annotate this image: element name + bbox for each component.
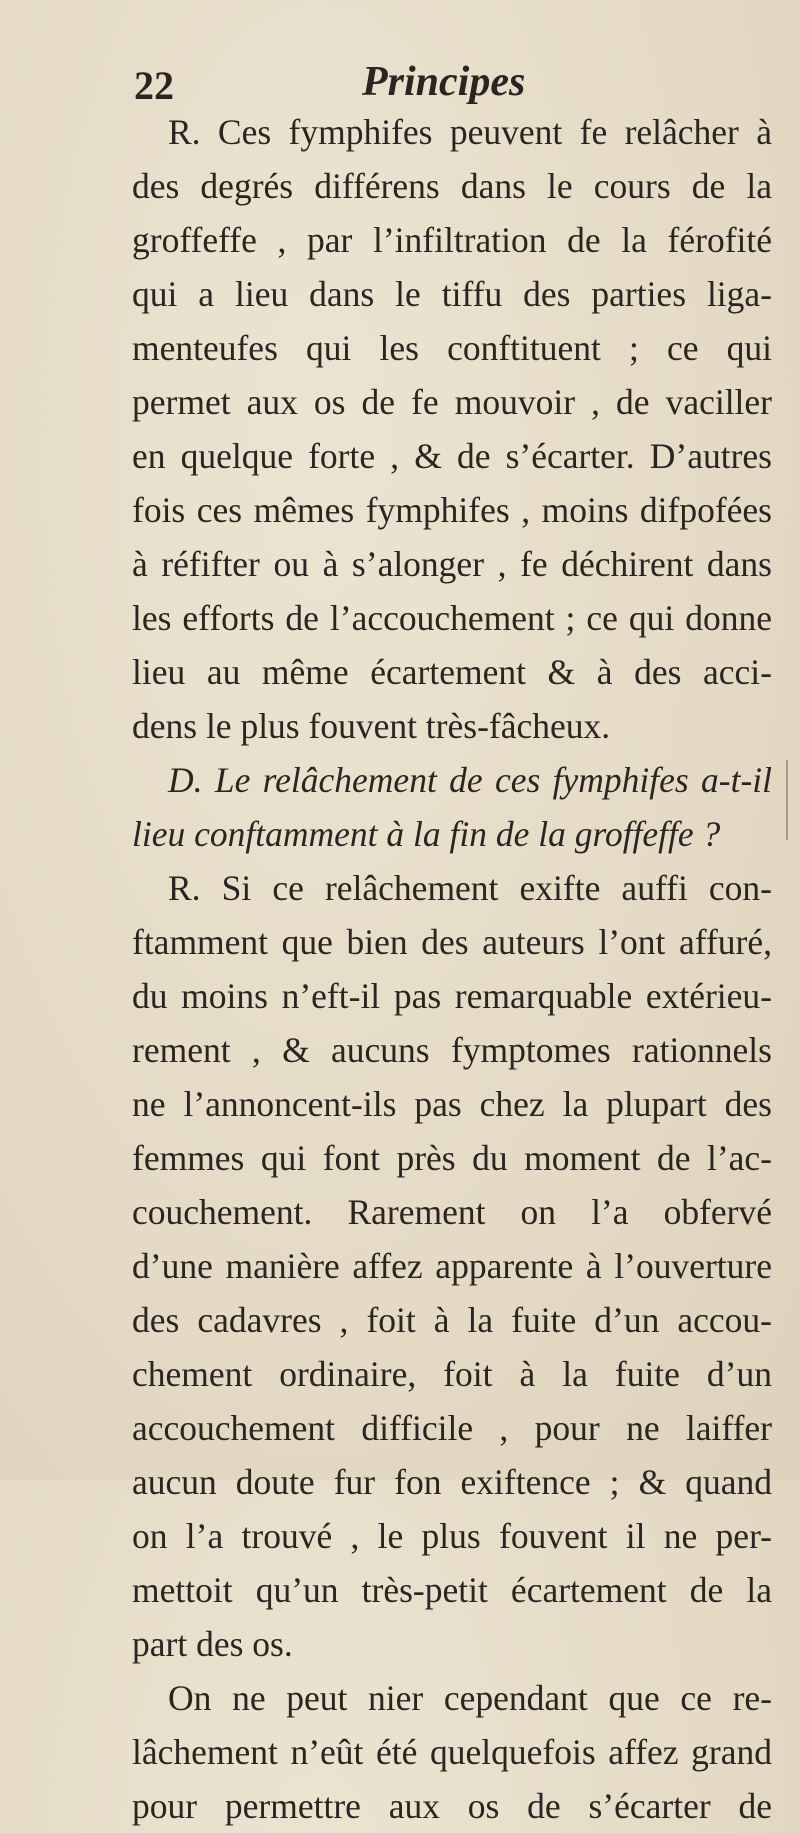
text-line: On ne peut nier cependant que ce re- xyxy=(168,1678,772,1718)
text-line: couchement. Rarement on l’a obfervé xyxy=(132,1192,772,1232)
text-line: mettoit qu’un très-petit écartement de la xyxy=(132,1570,772,1610)
text-line: à réfifter ou à s’alonger , fe déchirent dans xyxy=(132,544,772,584)
text-line: chement ordinaire, foit à la fuite d’un xyxy=(132,1354,772,1394)
text-line: les efforts de l’accouchement ; ce qui donne xyxy=(132,598,772,638)
page-edge-mark xyxy=(786,760,788,840)
text-line: permet aux os de fe mouvoir , de vaciller xyxy=(132,382,772,422)
text-line: on l’a trouvé , le plus fouvent il ne per- xyxy=(132,1516,772,1556)
text-line: part des os. xyxy=(132,1624,293,1664)
text-line: aucun doute fur fon exiftence ; & quand xyxy=(132,1462,772,1502)
body-text xyxy=(132,105,772,1833)
page-number: 22 xyxy=(134,63,174,108)
text-line: fois ces mêmes fymphifes , moins difpofées xyxy=(132,490,772,530)
page-header xyxy=(134,58,774,108)
text-line: lâchement n’eût été quelquefois affez grand xyxy=(132,1732,772,1772)
question-line: lieu conftamment à la fin de la groffeffe ? xyxy=(132,814,721,854)
text-line: du moins n’eft-il pas remarquable extérieu- xyxy=(132,976,772,1016)
text-line: d’une manière affez apparente à l’ouverture xyxy=(132,1246,772,1286)
text-line: accouchement difficile , pour ne laiffer xyxy=(132,1408,772,1448)
running-title: Principes xyxy=(362,59,526,105)
text-line: des degrés différens dans le cours de la xyxy=(132,166,772,206)
text-line: en quelque forte , & de s’écarter. D’autres xyxy=(132,436,772,476)
text-line: rement , & aucuns fymptomes rationnels xyxy=(132,1030,772,1070)
text-line: ftamment que bien des auteurs l’ont affuré, xyxy=(132,922,772,962)
text-line: menteufes qui les conftituent ; ce qui xyxy=(132,328,772,368)
text-line: lieu au même écartement & à des acci- xyxy=(132,652,772,692)
text-line: pour permettre aux os de s’écarter de xyxy=(132,1786,772,1826)
question-line: D. Le relâchement de ces fymphifes a-t-il xyxy=(168,760,772,800)
text-line: des cadavres , foit à la fuite d’un accou- xyxy=(132,1300,772,1340)
text-line: qui a lieu dans le tiffu des parties liga- xyxy=(132,274,772,314)
text-line: femmes qui font près du moment de l’ac- xyxy=(132,1138,772,1178)
text-line: R. Ces fymphifes peuvent fe relâcher à xyxy=(168,112,772,152)
text-line: groffeffe , par l’infiltration de la férofité xyxy=(132,220,772,260)
text-line: dens le plus fouvent très-fâcheux. xyxy=(132,706,611,746)
text-line: R. Si ce relâchement exifte auffi con- xyxy=(168,868,772,908)
text-line: ne l’annoncent-ils pas chez la plupart des xyxy=(132,1084,772,1124)
